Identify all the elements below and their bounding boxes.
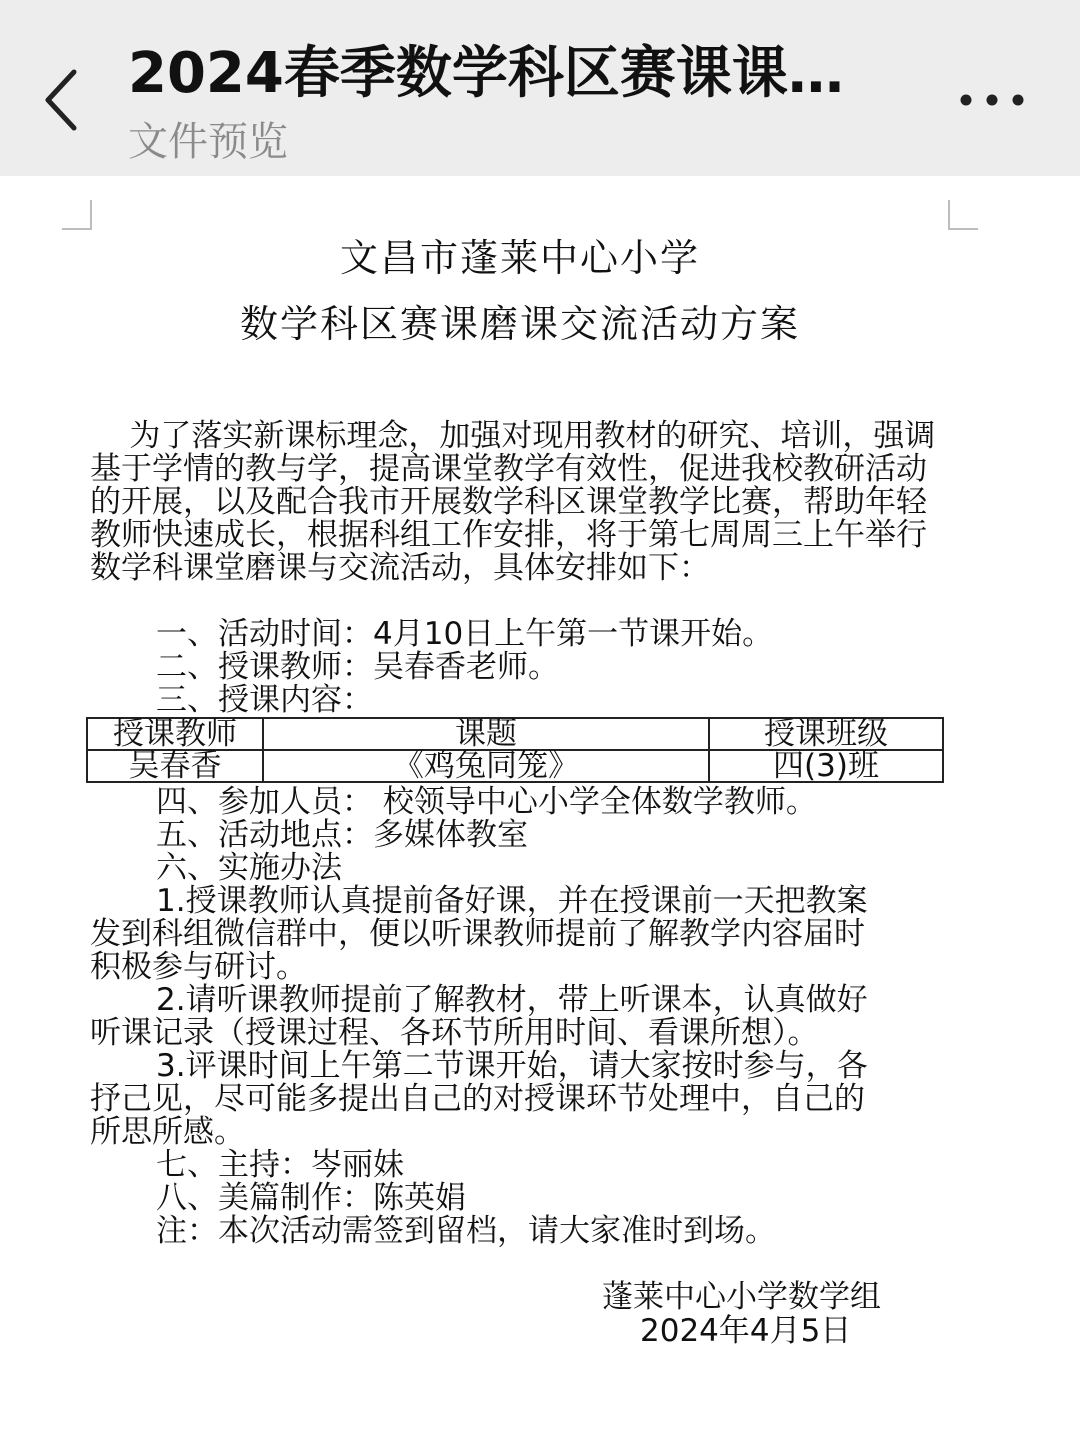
step-1-line-1: 1.授课教师认真提前备好课，并在授课前一天把教案 [156, 883, 868, 919]
item-teacher: 二、授课教师：吴春香老师。 [156, 649, 559, 685]
item-location: 五、活动地点：多媒体教室 [156, 817, 528, 853]
step-3-line-1: 3.评课时间上午第二节课开始，请大家按时参与，各 [156, 1048, 868, 1084]
table-header-cell: 授课班级 [709, 718, 943, 750]
page-corner-mark-right [948, 200, 978, 230]
lesson-table [86, 717, 944, 783]
table-header-row [87, 718, 943, 750]
item-implementation: 六、实施办法 [156, 850, 342, 886]
more-horizontal-icon [948, 76, 1036, 124]
top-navigation-bar [0, 0, 1080, 176]
file-title: 2024春季数学科区赛课课… [128, 41, 844, 106]
step-3-line-3: 所思所感。 [90, 1114, 245, 1150]
intro-paragraph: 为了落实新课标理念，加强对现用教材的研究、培训，强调基于学情的教与学，提高课堂教学有效性，促进我校教研活动的开展，以及配合我市开展数学科区课堂教学比赛，帮助年轻教师快速成长，根据科组工作安排，将于第七周周三上午举行数学科课堂磨课与交流活动，具体安排如下： [90, 418, 936, 586]
table-cell: 四(3)班 [709, 750, 943, 782]
item-note: 注：本次活动需签到留档，请大家准时到场。 [156, 1213, 776, 1249]
item-participants: 四、参加人员： 校领导中心小学全体数学教师。 [156, 784, 817, 820]
page-corner-mark-left [62, 200, 92, 230]
item-activity-time: 一、活动时间：4月10日上午第一节课开始。 [156, 616, 774, 652]
signature-organization: 蓬莱中心小学数学组 [602, 1279, 881, 1315]
step-3-line-2: 抒己见，尽可能多提出自己的对授课环节处理中，自己的 [90, 1081, 865, 1117]
step-2-line-2: 听课记录（授课过程、各环节所用时间、看课所想）。 [90, 1015, 819, 1051]
table-cell: 《鸡兔同笼》 [263, 750, 709, 782]
table-cell: 吴春香 [87, 750, 263, 782]
more-options-button[interactable] [948, 76, 1036, 124]
step-1-line-3: 积极参与研讨。 [90, 949, 307, 985]
item-lesson-content: 三、授课内容： [156, 682, 373, 718]
table-header-cell: 授课教师 [87, 718, 263, 750]
document-title-school: 文昌市蓬莱中心小学 [339, 236, 700, 280]
step-2-line-1: 2.请听课教师提前了解教材，带上听课本，认真做好 [156, 982, 868, 1018]
chevron-left-icon [36, 62, 92, 138]
document-title-plan: 数学科区赛课磨课交流活动方案 [239, 302, 800, 346]
back-button[interactable] [36, 62, 92, 138]
item-meipian: 八、美篇制作：陈英娟 [156, 1180, 466, 1216]
item-host: 七、主持：岑丽妹 [156, 1147, 404, 1183]
signature-date: 2024年4月5日 [640, 1313, 852, 1349]
table-row [87, 750, 943, 782]
table-header-cell: 课题 [263, 718, 709, 750]
step-1-line-2: 发到科组微信群中，便以听课教师提前了解教学内容届时 [90, 916, 865, 952]
file-preview-label: 文件预览 [128, 119, 288, 165]
